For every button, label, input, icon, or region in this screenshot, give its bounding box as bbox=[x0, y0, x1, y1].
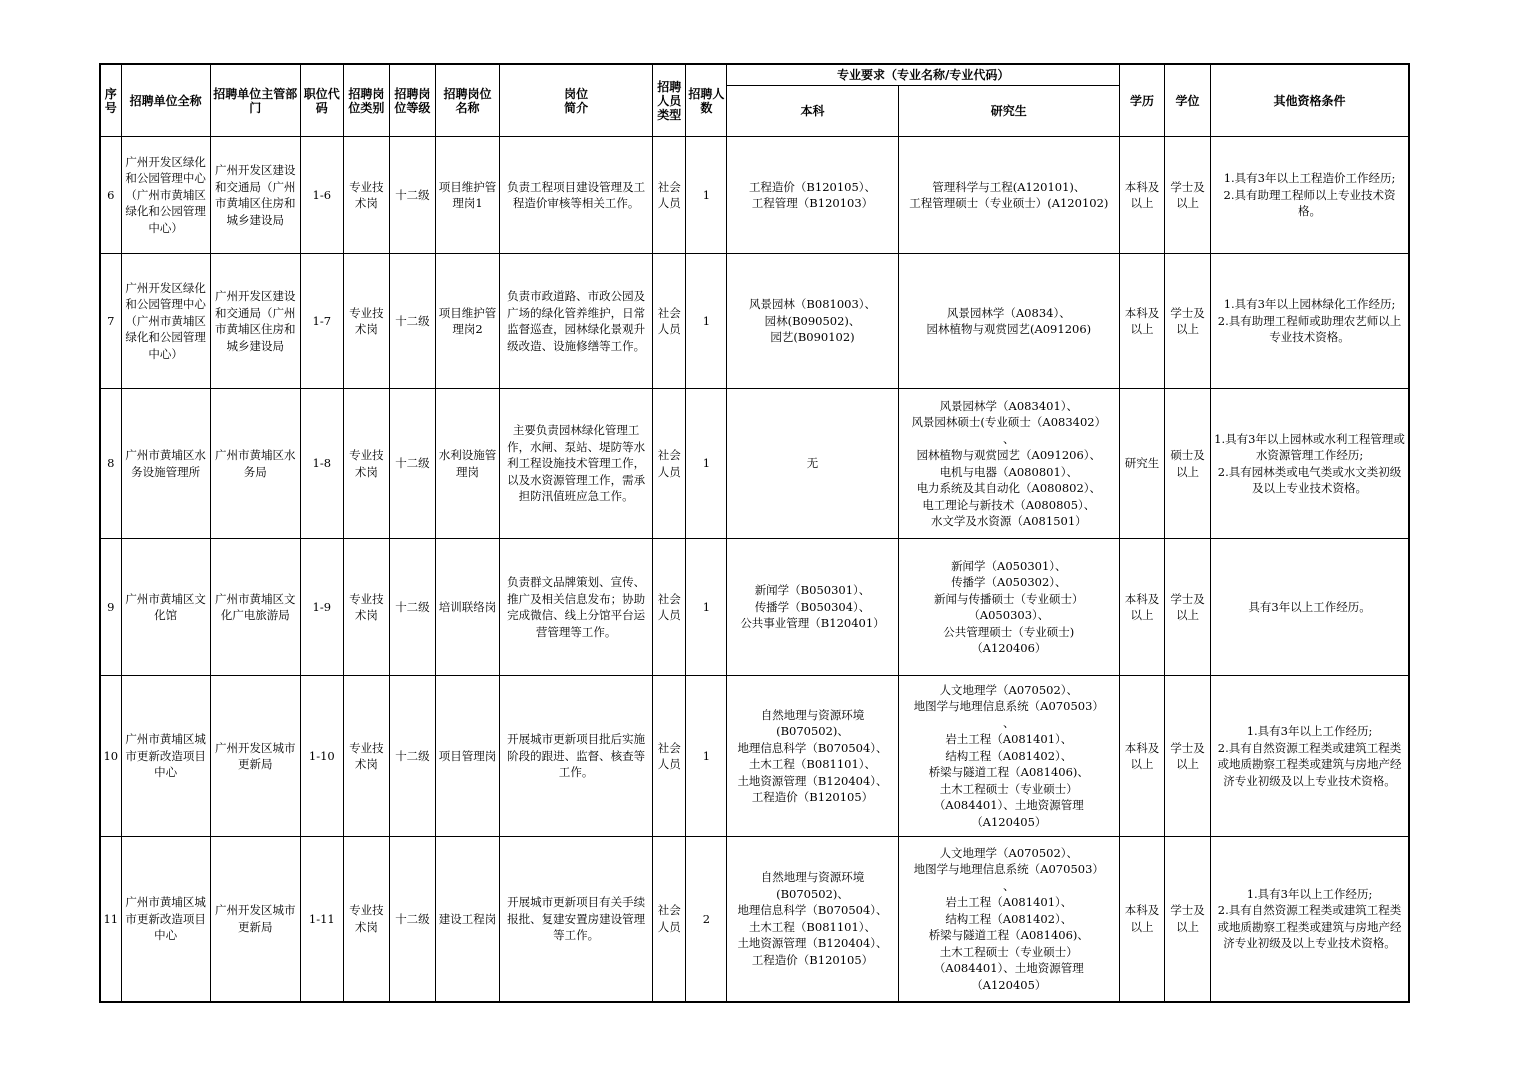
cell-type: 社会人员 bbox=[653, 254, 686, 389]
cell-intro: 负责群文品牌策划、宣传、推广及相关信息发布；协助完成微信、线上分馆平台运营管理等工作。 bbox=[500, 539, 653, 676]
cell-post-name: 水利设施管理岗 bbox=[435, 389, 499, 539]
cell-other: 1.具有3年以上园林绿化工作经历; 2.具有助理工程师或助理农艺师以上专业技术资格。 bbox=[1211, 254, 1409, 389]
cell-no: 8 bbox=[100, 389, 121, 539]
header-postgrad: 研究生 bbox=[898, 86, 1119, 137]
cell-no: 9 bbox=[100, 539, 121, 676]
cell-post-name: 培训联络岗 bbox=[435, 539, 499, 676]
cell-dept: 广州开发区城市更新局 bbox=[210, 837, 300, 1002]
cell-type: 社会人员 bbox=[653, 137, 686, 254]
cell-code: 1-8 bbox=[300, 389, 343, 539]
cell-grade: 十二级 bbox=[389, 254, 435, 389]
cell-degree: 学士及以上 bbox=[1165, 137, 1211, 254]
cell-post-name: 建设工程岗 bbox=[435, 837, 499, 1002]
cell-post-name: 项目维护管理岗2 bbox=[435, 254, 499, 389]
recruitment-table bbox=[99, 63, 1410, 1003]
cell-no: 6 bbox=[100, 137, 121, 254]
cell-count: 2 bbox=[686, 837, 727, 1002]
header-intro: 岗位 简介 bbox=[500, 64, 653, 137]
table-row bbox=[100, 837, 1409, 1002]
cell-education: 研究生 bbox=[1119, 389, 1164, 539]
cell-intro: 开展城市更新项目有关手续报批、复建安置房建设管理等工作。 bbox=[500, 837, 653, 1002]
cell-type: 社会人员 bbox=[653, 837, 686, 1002]
cell-unit: 广州市黄埔区文化馆 bbox=[121, 539, 210, 676]
cell-postgrad: 管理科学与工程(A120101)、 工程管理硕士（专业硕士）(A120102) bbox=[898, 137, 1119, 254]
cell-code: 1-7 bbox=[300, 254, 343, 389]
cell-intro: 负责市政道路、市政公园及广场的绿化管养维护，日常监督巡查，园林绿化景观升级改造、设施修缮等工作。 bbox=[500, 254, 653, 389]
cell-type: 社会人员 bbox=[653, 389, 686, 539]
cell-dept: 广州开发区建设和交通局（广州市黄埔区住房和城乡建设局 bbox=[210, 254, 300, 389]
cell-no: 7 bbox=[100, 254, 121, 389]
cell-undergrad: 自然地理与资源环境 (B070502)、 地理信息科学（B070504）、 土木工程（B081101）、 土地资源管理（B120404）、 工程造价（B120105） bbox=[727, 837, 898, 1002]
cell-postgrad: 风景园林学（A083401）、 风景园林硕士(专业硕士（A083402） 、 园林植物与观赏园艺（A091206）、 电机与电器（A080801）、 电力系统及其自动化（A080802）、 电工理论与新技术（A080805）、 水文学及水资源（A081501） bbox=[898, 389, 1119, 539]
cell-type: 社会人员 bbox=[653, 539, 686, 676]
header-unit-full: 招聘单位全称 bbox=[121, 64, 210, 137]
cell-grade: 十二级 bbox=[389, 539, 435, 676]
cell-post-name: 项目维护管理岗1 bbox=[435, 137, 499, 254]
table-body bbox=[100, 137, 1409, 1002]
table-row bbox=[100, 676, 1409, 837]
cell-intro: 开展城市更新项目批后实施阶段的跟进、监督、核查等工作。 bbox=[500, 676, 653, 837]
cell-degree: 硕士及以上 bbox=[1165, 389, 1211, 539]
cell-education: 本科及以上 bbox=[1119, 254, 1164, 389]
cell-count: 1 bbox=[686, 389, 727, 539]
table-row bbox=[100, 539, 1409, 676]
cell-dept: 广州市黄埔区文化广电旅游局 bbox=[210, 539, 300, 676]
cell-undergrad: 风景园林（B081003）、 园林(B090502)、 园艺(B090102) bbox=[727, 254, 898, 389]
header-post-name: 招聘岗位名称 bbox=[435, 64, 499, 137]
header-category: 招聘岗位类别 bbox=[343, 64, 389, 137]
header-type: 招聘人员类型 bbox=[653, 64, 686, 137]
cell-count: 1 bbox=[686, 539, 727, 676]
cell-other: 具有3年以上工作经历。 bbox=[1211, 539, 1409, 676]
cell-other: 1.具有3年以上园林或水利工程管理或水资源管理工作经历; 2.具有园林类或电气类或水文类初级及以上专业技术资格。 bbox=[1211, 389, 1409, 539]
cell-undergrad: 自然地理与资源环境 (B070502)、 地理信息科学（B070504）、 土木工程（B081101）、 土地资源管理（B120404）、 工程造价（B120105） bbox=[727, 676, 898, 837]
cell-unit: 广州市黄埔区城市更新改造项目中心 bbox=[121, 837, 210, 1002]
cell-code: 1-10 bbox=[300, 676, 343, 837]
cell-no: 10 bbox=[100, 676, 121, 837]
cell-code: 1-9 bbox=[300, 539, 343, 676]
header-other: 其他资格条件 bbox=[1211, 64, 1409, 137]
cell-dept: 广州开发区建设和交通局（广州市黄埔区住房和城乡建设局 bbox=[210, 137, 300, 254]
header-grade: 招聘岗位等级 bbox=[389, 64, 435, 137]
cell-intro: 负责工程项目建设管理及工程造价审核等相关工作。 bbox=[500, 137, 653, 254]
cell-education: 本科及以上 bbox=[1119, 539, 1164, 676]
cell-intro: 主要负责园林绿化管理工作，水闸、泵站、堤防等水利工程设施技术管理工作，以及水资源管理工作，需承担防汛值班应急工作。 bbox=[500, 389, 653, 539]
cell-education: 本科及以上 bbox=[1119, 137, 1164, 254]
cell-undergrad: 新闻学（B050301）、 传播学（B050304）、 公共事业管理（B120401） bbox=[727, 539, 898, 676]
cell-code: 1-6 bbox=[300, 137, 343, 254]
cell-degree: 学士及以上 bbox=[1165, 676, 1211, 837]
header-undergrad: 本科 bbox=[727, 86, 898, 137]
cell-education: 本科及以上 bbox=[1119, 837, 1164, 1002]
cell-count: 1 bbox=[686, 676, 727, 837]
cell-grade: 十二级 bbox=[389, 837, 435, 1002]
header-count: 招聘人数 bbox=[686, 64, 727, 137]
cell-grade: 十二级 bbox=[389, 137, 435, 254]
cell-postgrad: 新闻学（A050301）、 传播学（A050302）、 新闻与传播硕士（专业硕士） （A050303）、 公共管理硕士（专业硕士) （A120406） bbox=[898, 539, 1119, 676]
cell-category: 专业技术岗 bbox=[343, 389, 389, 539]
cell-undergrad: 工程造价（B120105）、 工程管理（B120103） bbox=[727, 137, 898, 254]
cell-dept: 广州市黄埔区水务局 bbox=[210, 389, 300, 539]
cell-postgrad: 风景园林学（A0834）、 园林植物与观赏园艺(A091206) bbox=[898, 254, 1119, 389]
header-dept: 招聘单位主管部门 bbox=[210, 64, 300, 137]
table-header bbox=[100, 64, 1409, 137]
table-row bbox=[100, 137, 1409, 254]
header-no: 序号 bbox=[100, 64, 121, 137]
cell-other: 1.具有3年以上工作经历; 2.具有自然资源工程类或建筑工程类或地质勘察工程类或建筑与房地产经济专业初级及以上专业技术资格。 bbox=[1211, 676, 1409, 837]
cell-grade: 十二级 bbox=[389, 389, 435, 539]
cell-unit: 广州开发区绿化和公园管理中心（广州市黄埔区绿化和公园管理中心） bbox=[121, 137, 210, 254]
cell-other: 1.具有3年以上工作经历; 2.具有自然资源工程类或建筑工程类或地质勘察工程类或建筑与房地产经济专业初级及以上专业技术资格。 bbox=[1211, 837, 1409, 1002]
cell-type: 社会人员 bbox=[653, 676, 686, 837]
cell-dept: 广州开发区城市更新局 bbox=[210, 676, 300, 837]
cell-category: 专业技术岗 bbox=[343, 254, 389, 389]
cell-education: 本科及以上 bbox=[1119, 676, 1164, 837]
header-major-req: 专业要求（专业名称/专业代码） bbox=[727, 64, 1120, 86]
cell-grade: 十二级 bbox=[389, 676, 435, 837]
header-code: 职位代码 bbox=[300, 64, 343, 137]
table-row bbox=[100, 389, 1409, 539]
cell-postgrad: 人文地理学（A070502）、 地图学与地理信息系统（A070503） 、 岩土工程（A081401）、 结构工程（A081402）、 桥梁与隧道工程（A081406)、 土木工程硕士（专业硕士） （A084401）、土地资源管理 （A120405） bbox=[898, 837, 1119, 1002]
cell-degree: 学士及以上 bbox=[1165, 539, 1211, 676]
cell-unit: 广州市黄埔区城市更新改造项目中心 bbox=[121, 676, 210, 837]
header-degree: 学位 bbox=[1165, 64, 1211, 137]
cell-unit: 广州市黄埔区水务设施管理所 bbox=[121, 389, 210, 539]
cell-no: 11 bbox=[100, 837, 121, 1002]
cell-degree: 学士及以上 bbox=[1165, 837, 1211, 1002]
cell-category: 专业技术岗 bbox=[343, 137, 389, 254]
cell-count: 1 bbox=[686, 137, 727, 254]
table-row bbox=[100, 254, 1409, 389]
cell-code: 1-11 bbox=[300, 837, 343, 1002]
cell-degree: 学士及以上 bbox=[1165, 254, 1211, 389]
cell-category: 专业技术岗 bbox=[343, 539, 389, 676]
header-education: 学历 bbox=[1119, 64, 1164, 137]
cell-count: 1 bbox=[686, 254, 727, 389]
cell-other: 1.具有3年以上工程造价工作经历; 2.具有助理工程师以上专业技术资格。 bbox=[1211, 137, 1409, 254]
cell-unit: 广州开发区绿化和公园管理中心（广州市黄埔区绿化和公园管理中心） bbox=[121, 254, 210, 389]
cell-category: 专业技术岗 bbox=[343, 837, 389, 1002]
cell-postgrad: 人文地理学（A070502）、 地图学与地理信息系统（A070503） 、 岩土工程（A081401）、 结构工程（A081402）、 桥梁与隧道工程（A081406)、 土木工程硕士（专业硕士） （A084401）、土地资源管理 （A120405） bbox=[898, 676, 1119, 837]
cell-post-name: 项目管理岗 bbox=[435, 676, 499, 837]
cell-category: 专业技术岗 bbox=[343, 676, 389, 837]
cell-undergrad: 无 bbox=[727, 389, 898, 539]
